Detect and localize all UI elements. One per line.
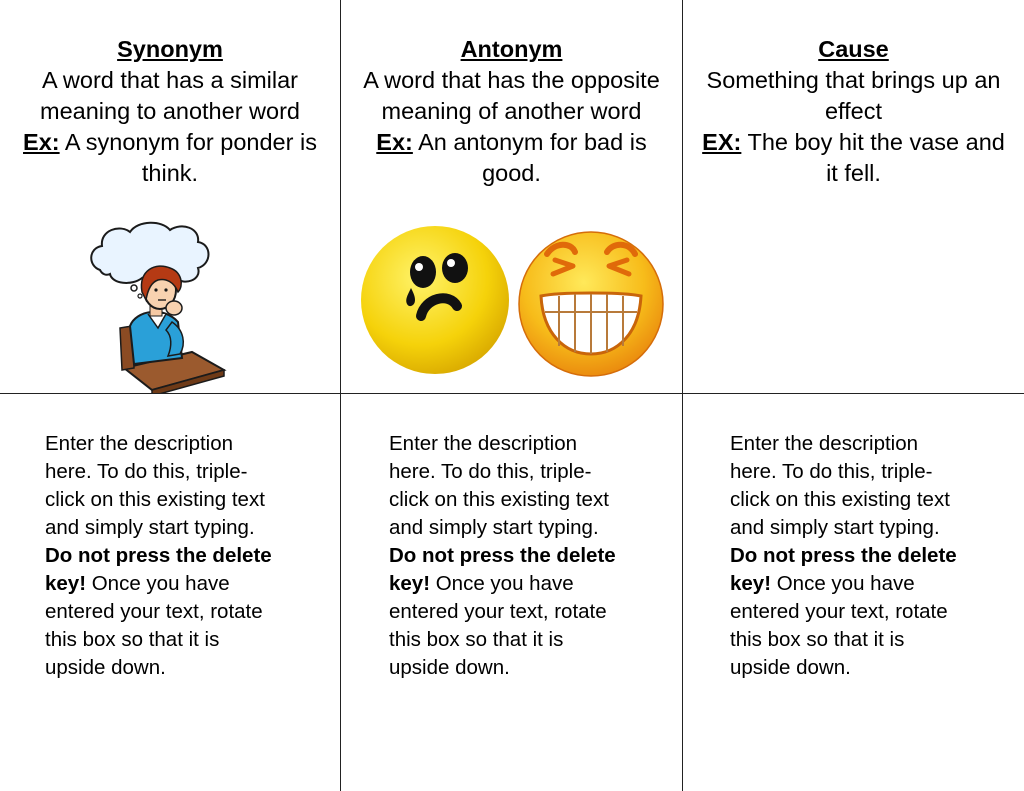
placeholder-text: Once you have entered your text, rotate this box so that it is upside down.	[45, 572, 263, 679]
card-antonym	[341, 0, 683, 394]
sad-and-laughing-faces-icon	[359, 222, 669, 382]
card-cause-text	[683, 34, 1024, 189]
placeholder-warning: Do not press the delete key!	[730, 544, 957, 595]
card-heading: Antonym	[460, 36, 563, 62]
card-synonym	[0, 0, 341, 394]
card-synonym-text	[0, 34, 340, 189]
description-placeholder-3[interactable]	[730, 430, 970, 682]
example-text: The boy hit the vase and it fell.	[741, 129, 1005, 186]
placeholder-text: Enter the description here. To do this, triple-click on this existing text and simply start typing.	[45, 432, 265, 539]
placeholder-text: Once you have entered your text, rotate this box so that it is upside down.	[389, 572, 607, 679]
example-text: A synonym for ponder is think.	[59, 129, 317, 186]
example-label: Ex:	[376, 129, 413, 155]
card-definition: A word that has the opposite meaning of another word	[363, 67, 660, 124]
placeholder-warning: Do not press the delete key!	[389, 544, 616, 595]
example-text: An antonym for bad is good.	[412, 129, 647, 186]
placeholder-warning: Do not press the delete key!	[45, 544, 272, 595]
placeholder-text: Enter the description here. To do this, triple-click on this existing text and simply start typing.	[389, 432, 609, 539]
card-heading: Cause	[818, 36, 889, 62]
card-cause	[683, 0, 1024, 394]
example-label: Ex:	[23, 129, 60, 155]
card-definition: Something that brings up an effect	[706, 67, 1001, 124]
card-antonym-text	[341, 34, 682, 189]
placeholder-text: Once you have entered your text, rotate this box so that it is upside down.	[730, 572, 948, 679]
description-placeholder-2[interactable]	[389, 430, 629, 682]
sad-face-icon	[361, 226, 509, 374]
thinking-student-icon	[86, 218, 228, 394]
card-heading: Synonym	[117, 36, 223, 62]
example-label: EX:	[702, 129, 742, 155]
description-placeholder-1[interactable]	[45, 430, 285, 682]
card-definition: A word that has a similar meaning to another word	[40, 67, 300, 124]
laughing-face-icon	[519, 232, 663, 376]
placeholder-text: Enter the description here. To do this, triple-click on this existing text and simply start typing.	[730, 432, 950, 539]
